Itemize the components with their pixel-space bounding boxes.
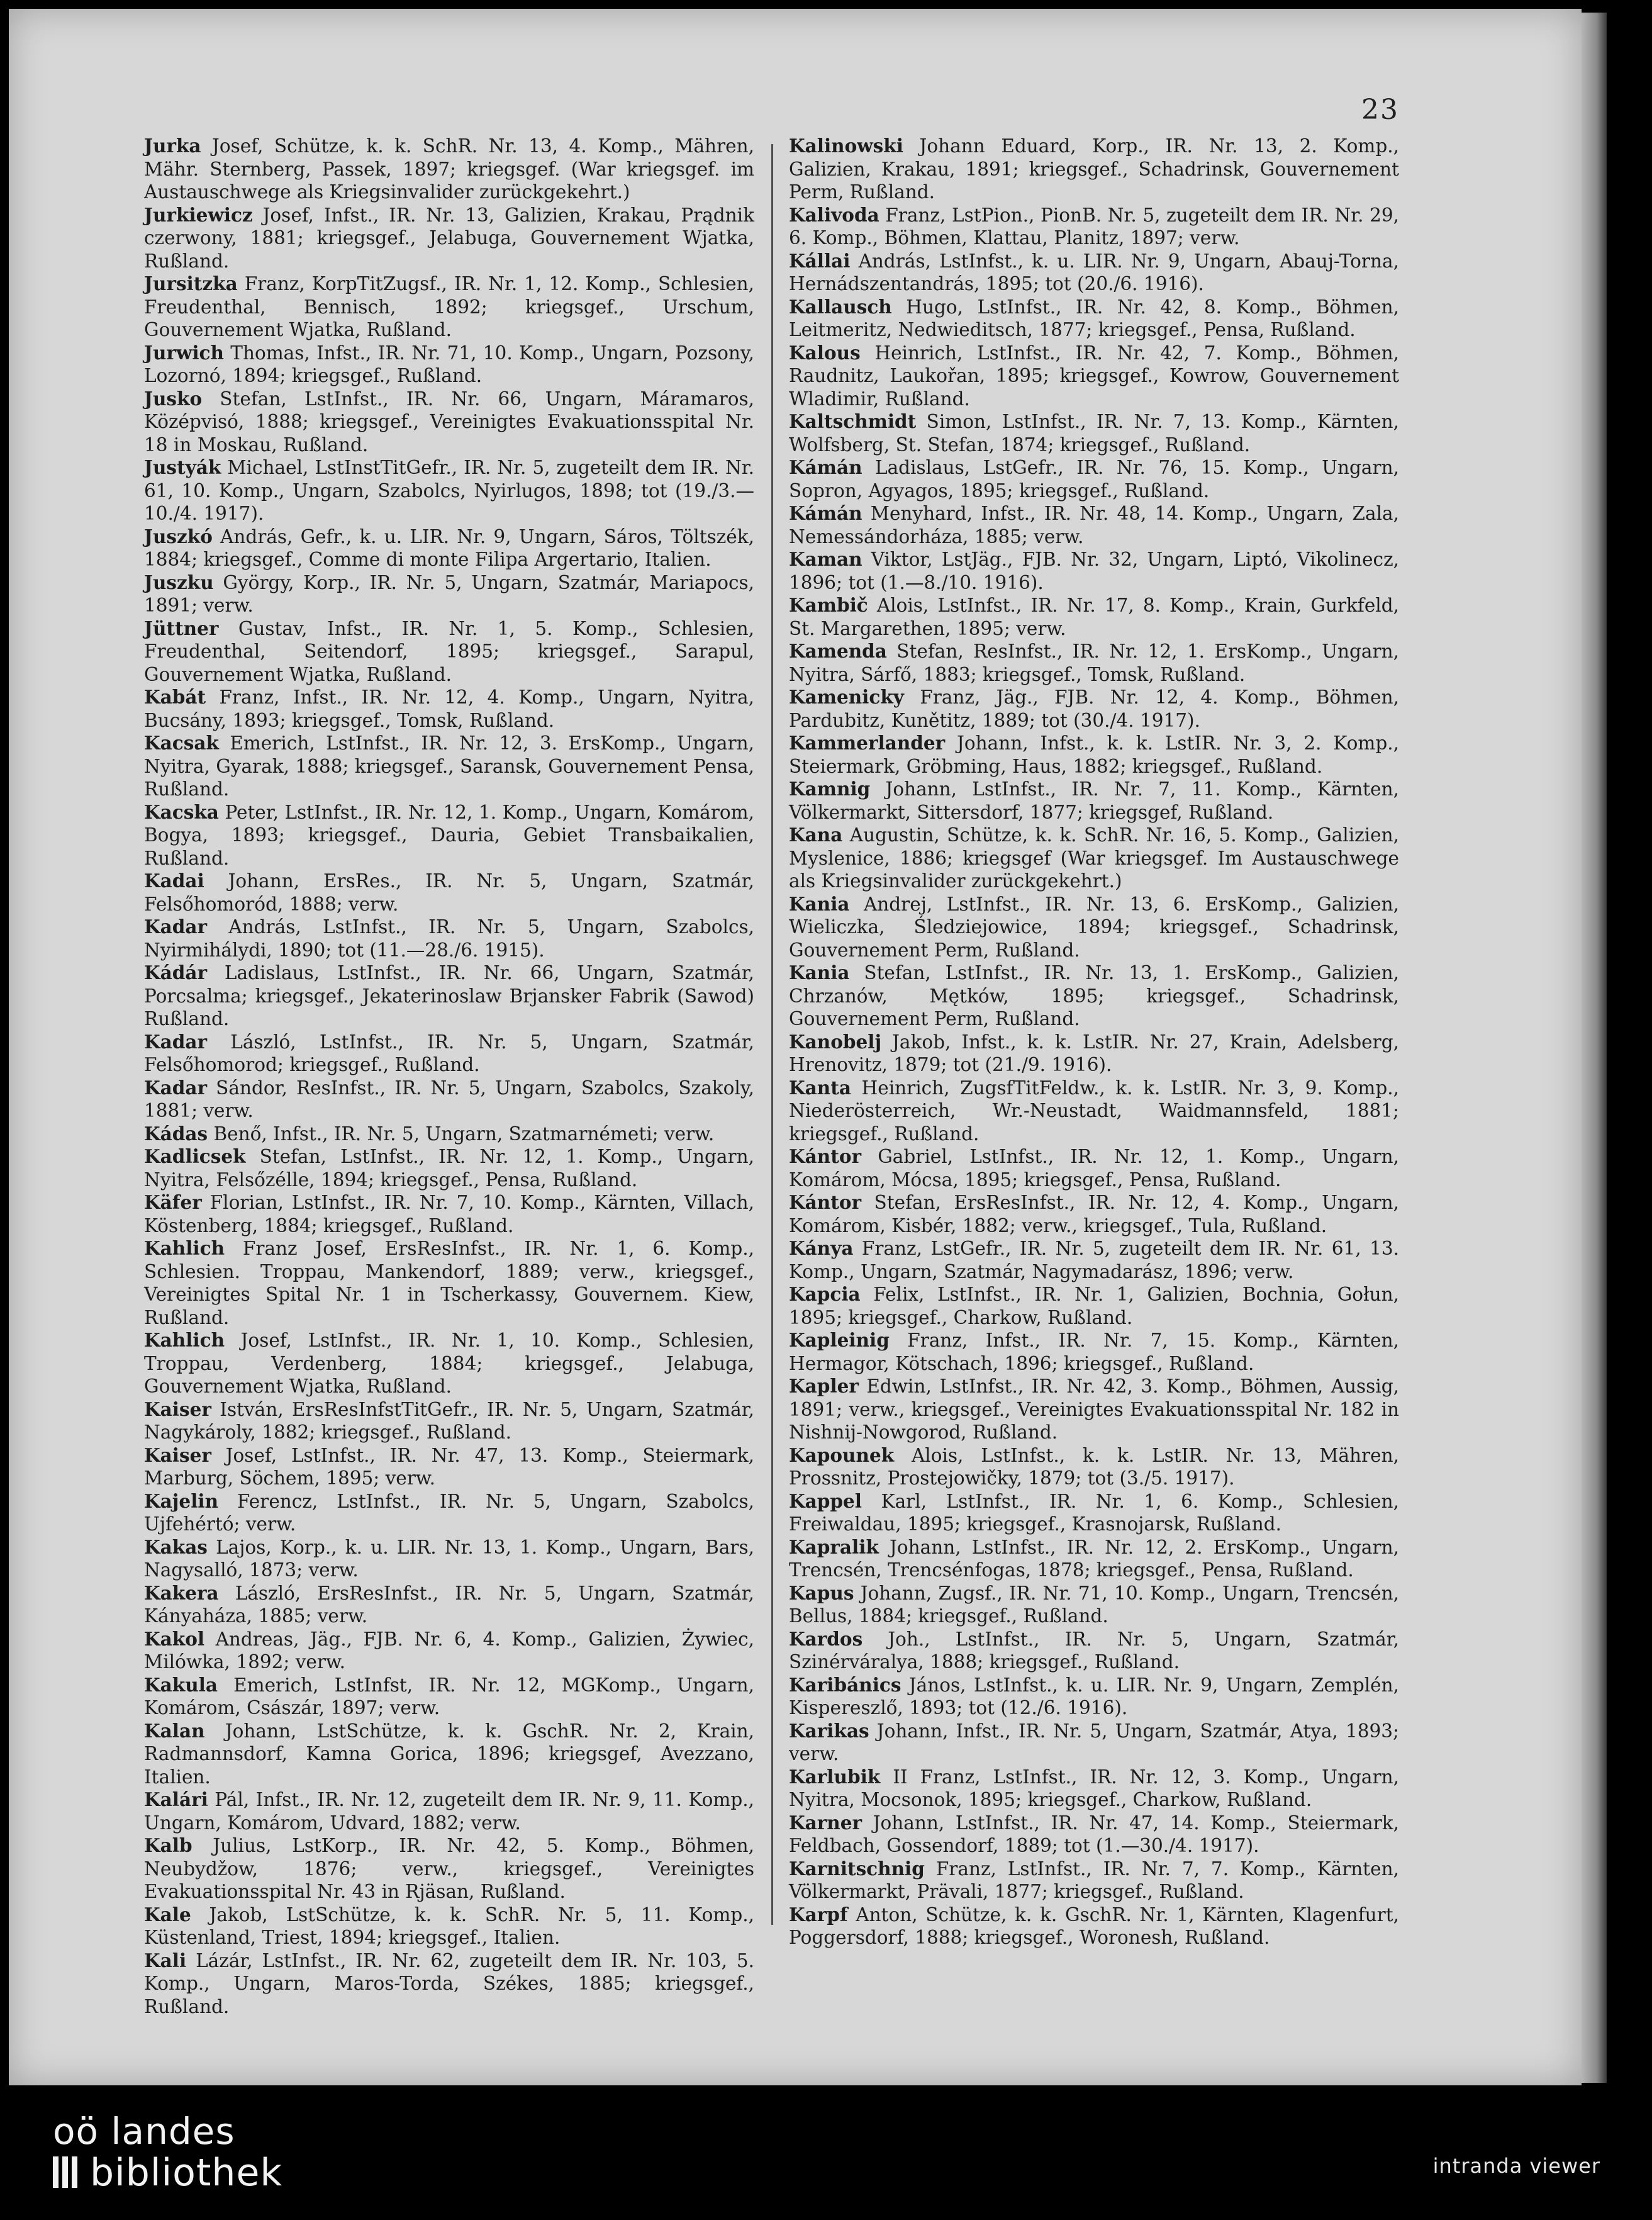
- register-entry: [789, 1283, 1399, 1329]
- register-entry: [144, 1903, 754, 1949]
- register-entry: [789, 1031, 1399, 1077]
- entry-surname: Karnitschnig: [789, 1857, 925, 1880]
- entry-surname: Kámán: [789, 456, 862, 478]
- entry-surname: Kalous: [789, 341, 861, 364]
- entry-surname: Kádas: [144, 1122, 208, 1145]
- entry-surname: Juszku: [144, 571, 214, 593]
- entry-surname: Kanta: [789, 1076, 851, 1099]
- entry-surname: Karpf: [789, 1903, 848, 1926]
- entry-details: Edwin, LstInfst., IR. Nr. 42, 3. Komp., Böhmen, Aussig, 1891; verw., kriegsgef., Vereinigtes Evakuationsspital Nr. 182 in Nishnij-Nowgorod, Rußland.: [789, 1376, 1399, 1443]
- entry-surname: Kacsak: [144, 732, 219, 754]
- register-entry: [789, 1329, 1399, 1375]
- register-entry: [144, 801, 754, 870]
- register-entry: [789, 1490, 1399, 1536]
- entry-surname: Karlubik: [789, 1765, 881, 1788]
- register-entry: [789, 1674, 1399, 1720]
- entry-details: Emerich, LstInfst., IR. Nr. 12, 3. ErsKomp., Ungarn, Nyitra, Gyarak, 1888; kriegsgef., Saransk, Gouvernement Pensa, Rußland.: [144, 732, 754, 800]
- entry-surname: Kambič: [789, 594, 868, 616]
- entry-details: Franz, KorpTitZugsf., IR. Nr. 1, 12. Komp., Schlesien, Freudenthal, Bennisch, 1892; kriegsgef., Urschum, Gouvernement Wjatka, Rußland.: [144, 273, 754, 340]
- register-entry: [144, 135, 754, 204]
- register-entry: [144, 1237, 754, 1329]
- entry-details: Stefan, LstInfst., IR. Nr. 66, Ungarn, Máramaros, Középvisó, 1888; kriegsgef., Vereinigtes Evakuationsspital Nr. 18 in Moskau, Rußland.: [144, 388, 754, 456]
- register-entry: [789, 732, 1399, 778]
- entry-details: Franz, Jäg., FJB. Nr. 12, 4. Komp., Böhmen, Pardubitz, Kunětitz, 1889; tot (30./4. 1917).: [789, 687, 1399, 731]
- register-entry: [144, 272, 754, 342]
- register-entry: [144, 1077, 754, 1123]
- register-entry: [789, 893, 1399, 962]
- register-entry: [789, 1858, 1399, 1903]
- register-entry: [789, 1536, 1399, 1582]
- entry-details: Florian, LstInfst., IR. Nr. 7, 10. Komp., Kärnten, Villach, Köstenberg, 1884; kriegsgef., Rußland.: [144, 1192, 754, 1236]
- register-entry: [144, 870, 754, 916]
- library-logo-top: oö landes: [53, 2110, 235, 2153]
- entry-details: Josef, Infst., IR. Nr. 13, Galizien, Krakau, Prądnik czerwony, 1881; kriegsgef., Jelabuga, Gouvernement Wjatka, Rußland.: [144, 204, 754, 272]
- entry-surname: Kadar: [144, 1030, 208, 1053]
- entry-details: Franz, LstInfst., IR. Nr. 7, 7. Komp., Kärnten, Völkermarkt, Prävali, 1877; kriegsgef., Rußland.: [789, 1858, 1399, 1902]
- entry-details: Stefan, ErsResInfst., IR. Nr. 12, 4. Komp., Ungarn, Komárom, Kisbér, 1882; verw., kriegsgef., Tula, Rußland.: [789, 1192, 1399, 1236]
- library-logo-bottom: [53, 2151, 282, 2195]
- entry-surname: Justyák: [144, 456, 221, 478]
- entry-surname: Kadar: [144, 916, 208, 938]
- register-entry: [144, 525, 754, 571]
- entry-surname: Kanobelj: [789, 1030, 882, 1053]
- entry-surname: Kakula: [144, 1673, 218, 1696]
- entry-details: Franz, Infst., IR. Nr. 12, 4. Komp., Ungarn, Nyitra, Bucsány, 1893; kriegsgef., Tomsk, Rußland.: [144, 687, 754, 731]
- register-entry: [144, 1582, 754, 1628]
- register-entry: [789, 594, 1399, 640]
- register-entry: [789, 961, 1399, 1031]
- entry-details: Franz, LstGefr., IR. Nr. 5, zugeteilt dem IR. Nr. 61, 13. Komp., Ungarn, Szatmár, Nagymadarász, 1896; verw.: [789, 1238, 1399, 1282]
- register-entry: [789, 1628, 1399, 1674]
- book-page: [9, 9, 1582, 2085]
- entry-surname: Jurwich: [144, 341, 224, 364]
- entry-surname: Kale: [144, 1903, 191, 1926]
- register-entry: [144, 1398, 754, 1444]
- entry-surname: Kádár: [144, 961, 208, 984]
- register-entry: [789, 1812, 1399, 1858]
- register-entry: [789, 686, 1399, 732]
- register-entry: [789, 250, 1399, 296]
- entry-details: Heinrich, ZugsfTitFeldw., k. k. LstIR. Nr. 3, 9. Komp., Niederösterreich, Wr.-Neustadt, Waidmannsfeld, 1881; kriegsgef., Rußland.: [789, 1077, 1399, 1145]
- register-entry: [144, 686, 754, 732]
- entry-surname: Kallausch: [789, 295, 892, 318]
- entry-surname: Kakas: [144, 1535, 208, 1558]
- entry-surname: Jusko: [144, 387, 203, 410]
- entry-details: Ferencz, LstInfst., IR. Nr. 5, Ungarn, Szabolcs, Ujfehértó; verw.: [144, 1490, 754, 1535]
- logo-bars-icon: [53, 2151, 81, 2195]
- entry-surname: Kahlich: [144, 1329, 225, 1351]
- entry-surname: Kalivoda: [789, 203, 879, 226]
- register-entry: [789, 204, 1399, 250]
- entry-surname: Kappel: [789, 1489, 862, 1512]
- entry-surname: Kámán: [789, 502, 862, 524]
- register-entry: [789, 778, 1399, 824]
- register-entry: [789, 1903, 1399, 1949]
- register-entry: [144, 571, 754, 617]
- register-entry: [789, 1766, 1399, 1812]
- entry-details: Michael, LstInstTitGefr., IR. Nr. 5, zugeteilt dem IR. Nr. 61, 10. Komp., Ungarn, Szabolcs, Nyirlugos, 1898; tot (19./3.—10./4. 1917).: [144, 457, 754, 524]
- entry-surname: Kapler: [789, 1375, 859, 1397]
- register-entry: [789, 824, 1399, 893]
- register-entry: [789, 1191, 1399, 1237]
- viewer-label: intranda viewer: [1432, 2154, 1600, 2178]
- entry-surname: Kaman: [789, 548, 862, 570]
- register-entry: [789, 1720, 1399, 1766]
- register-entry: [789, 135, 1399, 204]
- register-entry: [789, 410, 1399, 456]
- register-entry: [144, 456, 754, 525]
- register-entry: [144, 1329, 754, 1398]
- register-entry: [789, 1444, 1399, 1490]
- entry-details: Franz, LstPion., PionB. Nr. 5, zugeteilt dem IR. Nr. 29, 6. Komp., Böhmen, Klattau, Planitz, 1897; verw.: [789, 204, 1399, 249]
- register-entry: [144, 1949, 754, 2019]
- entry-surname: Kamnig: [789, 778, 871, 800]
- register-entry: [144, 617, 754, 687]
- entry-details: Lajos, Korp., k. u. LIR. Nr. 13, 1. Komp., Ungarn, Bars, Nagysalló, 1873; verw.: [144, 1536, 754, 1581]
- entry-surname: Kabát: [144, 686, 206, 708]
- entry-details: Johann, LstSchütze, k. k. GschR. Nr. 2, Krain, Radmannsdorf, Kamna Gorica, 1896; kriegsgef, Avezzano, Italien.: [144, 1720, 754, 1788]
- entry-details: Felix, LstInfst., IR. Nr. 1, Galizien, Bochnia, Gołun, 1895; kriegsgef., Charkow, Rußland.: [789, 1284, 1399, 1328]
- entry-details: II Franz, LstInfst., IR. Nr. 12, 3. Komp., Ungarn, Nyitra, Mocsonok, 1895; kriegsgef., Charkow, Rußland.: [789, 1766, 1399, 1810]
- entry-details: Andreas, Jäg., FJB. Nr. 6, 4. Komp., Galizien, Żywiec, Milówka, 1892; verw.: [144, 1628, 754, 1673]
- column-divider: [771, 144, 773, 1925]
- entry-surname: Kállai: [789, 249, 851, 272]
- entry-surname: Kánya: [789, 1237, 854, 1259]
- entry-details: Menyhard, Infst., IR. Nr. 48, 14. Komp., Ungarn, Zala, Nemessándorháza, 1885; verw.: [789, 503, 1399, 547]
- entry-details: Josef, LstInfst., IR. Nr. 47, 13. Komp., Steiermark, Marburg, Söchem, 1895; verw.: [144, 1444, 754, 1489]
- entry-details: Alois, LstInfst., IR. Nr. 17, 8. Komp., Krain, Gurkfeld, St. Margarethen, 1895; verw.: [789, 595, 1399, 639]
- entry-surname: Kalan: [144, 1719, 205, 1742]
- register-entry: [789, 1582, 1399, 1628]
- entry-surname: Juszkó: [144, 525, 213, 547]
- entry-details: Augustin, Schütze, k. k. SchR. Nr. 16, 5. Komp., Galizien, Myslenice, 1886; kriegsgef (War kriegsgef. Im Austauschwege als Kriegsinvalider zurückgekehrt.): [789, 824, 1399, 892]
- page-edge: [1582, 13, 1607, 2083]
- entry-surname: Kapcia: [789, 1283, 861, 1305]
- entry-details: István, ErsResInfstTitGefr., IR. Nr. 5, Ungarn, Szatmár, Nagykároly, 1882; kriegsgef., Rußland.: [144, 1398, 754, 1443]
- entry-details: Joh., LstInfst., IR. Nr. 5, Ungarn, Szatmár, Szinérváralya, 1888; kriegsgef., Rußland.: [789, 1628, 1399, 1673]
- entry-surname: Kakera: [144, 1581, 219, 1604]
- entry-details: Hugo, LstInfst., IR. Nr. 42, 8. Komp., Böhmen, Leitmeritz, Nedwieditsch, 1877; kriegsgef., Pensa, Rußland.: [789, 296, 1399, 340]
- register-entry: [144, 1536, 754, 1582]
- entry-details: Heinrich, LstInfst., IR. Nr. 42, 7. Komp., Böhmen, Raudnitz, Laukořan, 1895; kriegsgef., Kowrow, Gouvernement Wladimir, Rußland.: [789, 342, 1399, 410]
- entry-details: Sándor, ResInfst., IR. Nr. 5, Ungarn, Szabolcs, Szakoly, 1881; verw.: [144, 1077, 754, 1121]
- entry-surname: Kammerlander: [789, 732, 946, 754]
- register-entry: [789, 456, 1399, 502]
- entry-surname: Kania: [789, 961, 850, 984]
- register-entry: [789, 502, 1399, 548]
- entry-surname: Kana: [789, 824, 843, 846]
- register-entry: [144, 1490, 754, 1536]
- entry-details: Franz Josef, ErsResInfst., IR. Nr. 1, 6. Komp., Schlesien. Troppau, Mankendorf, 1889; verw., kriegsgef., Vereinigtes Spital Nr. 1 in Tscherkassy, Gouvernem. Kiew, Rußland.: [144, 1238, 754, 1328]
- entry-details: László, LstInfst., IR. Nr. 5, Ungarn, Szatmár, Felsőhomorod; kriegsgef., Rußland.: [144, 1031, 754, 1075]
- register-entry: [144, 1834, 754, 1903]
- entry-details: Karl, LstInfst., IR. Nr. 1, 6. Komp., Schlesien, Freiwaldau, 1895; kriegsgef., Krasnojarsk, Rußland.: [789, 1490, 1399, 1535]
- entry-details: Johann, Infst., k. k. LstIR. Nr. 3, 2. Komp., Steiermark, Gröbming, Haus, 1882; kriegsgef., Rußland.: [789, 732, 1399, 777]
- register-entry: [144, 732, 754, 801]
- entry-details: Stefan, LstInfst., IR. Nr. 12, 1. Komp., Ungarn, Nyitra, Felsőzélle, 1894; kriegsgef., Pensa, Rußland.: [144, 1146, 754, 1191]
- entry-details: Johann, LstInfst., IR. Nr. 12, 2. ErsKomp., Ungarn, Trencsén, Trencsénfogas, 1878; kriegsgef., Pensa, Rußland.: [789, 1536, 1399, 1581]
- register-entry: [144, 1191, 754, 1237]
- entry-surname: Kaiser: [144, 1398, 211, 1420]
- entry-details: Josef, Schütze, k. k. SchR. Nr. 13, 4. Komp., Mähren, Mähr. Sternberg, Passek, 1897; kriegsgef. (War kriegsgef. im Austauschwege als Kriegsinvalider zurückgekehrt.): [144, 135, 754, 203]
- register-entry: [789, 342, 1399, 411]
- entry-details: Viktor, LstJäg., FJB. Nr. 32, Ungarn, Liptó, Vikolinecz, 1896; tot (1.—8./10. 1916).: [789, 549, 1399, 593]
- register-entry: [144, 1674, 754, 1720]
- entry-details: Johann, LstInfst., IR. Nr. 47, 14. Komp., Steiermark, Feldbach, Gossendorf, 1889; tot (1.—30./4. 1917).: [789, 1812, 1399, 1856]
- entry-surname: Karibánics: [789, 1673, 901, 1696]
- entry-details: Benő, Infst., IR. Nr. 5, Ungarn, Szatmarnémeti; verw.: [208, 1123, 715, 1145]
- entry-details: Franz, Infst., IR. Nr. 7, 15. Komp., Kärnten, Hermagor, Kötschach, 1896; kriegsgef., Rußland.: [789, 1330, 1399, 1374]
- register-entry: [144, 388, 754, 457]
- entry-details: Johann, ErsRes., IR. Nr. 5, Ungarn, Szatmár, Felsőhomoród, 1888; verw.: [144, 870, 754, 915]
- entry-details: András, Gefr., k. u. LIR. Nr. 9, Ungarn, Sáros, Töltszék, 1884; kriegsgef., Comme di monte Filipa Argertario, Italien.: [144, 525, 754, 570]
- entry-surname: Jurka: [144, 135, 201, 157]
- register-entry: [144, 1788, 754, 1834]
- register-entry: [789, 548, 1399, 594]
- entry-details: Julius, LstKorp., IR. Nr. 42, 5. Komp., Böhmen, Neubydžow, 1876; verw., kriegsgef., Vereinigtes Evakuationsspital Nr. 43 in Rjäsan, Rußland.: [144, 1835, 754, 1902]
- entry-details: László, ErsResInfst., IR. Nr. 5, Ungarn, Szatmár, Kányaháza, 1885; verw.: [144, 1582, 754, 1627]
- entry-details: András, LstInfst., k. u. LIR. Nr. 9, Ungarn, Abauj-Torna, Hernádszentandrás, 1895; tot (20./6. 1916).: [789, 250, 1399, 294]
- left-column: [144, 135, 754, 2018]
- entry-surname: Kapounek: [789, 1444, 895, 1466]
- entry-details: Andrej, LstInfst., IR. Nr. 13, 6. ErsKomp., Galizien, Wieliczka, Śledziejowice, 1894; kriegsgef., Schadrinsk, Gouvernement Perm, Rußland.: [789, 893, 1399, 961]
- entry-surname: Kadlicsek: [144, 1145, 246, 1167]
- viewer-footer: [0, 2085, 1652, 2220]
- entry-surname: Kacska: [144, 800, 219, 823]
- entry-surname: Kali: [144, 1949, 187, 1971]
- right-column: [789, 135, 1399, 1949]
- register-entry: [144, 204, 754, 273]
- register-entry: [789, 296, 1399, 342]
- entry-surname: Karikas: [789, 1719, 869, 1742]
- entry-surname: Kalári: [144, 1788, 208, 1810]
- entry-details: Ladislaus, LstGefr., IR. Nr. 76, 15. Komp., Ungarn, Sopron, Agyagos, 1895; kriegsgef., Rußland.: [789, 457, 1399, 502]
- entry-surname: Kadai: [144, 870, 204, 892]
- register-entry: [789, 640, 1399, 686]
- entry-details: Gustav, Infst., IR. Nr. 1, 5. Komp., Schlesien, Freudenthal, Seitendorf, 1895; kriegsgef., Sarapul, Gouvernement Wjatka, Rußland.: [144, 617, 754, 685]
- entry-details: Emerich, LstInfst, IR. Nr. 12, MGKomp., Ungarn, Komárom, Császár, 1897; verw.: [144, 1674, 754, 1718]
- entry-details: Johann Eduard, Korp., IR. Nr. 13, 2. Komp., Galizien, Krakau, 1891; kriegsgef., Schadrinsk, Gouvernement Perm, Rußland.: [789, 135, 1399, 203]
- register-entry: [789, 1145, 1399, 1191]
- register-entry: [144, 1444, 754, 1490]
- entry-details: Peter, LstInfst., IR. Nr. 12, 1. Komp., Ungarn, Komárom, Bogya, 1893; kriegsgef., Dauria, Gebiet Transbaikalien, Rußland.: [144, 801, 754, 869]
- entry-surname: Jurkiewicz: [144, 203, 253, 226]
- entry-details: János, LstInfst., k. u. LIR. Nr. 9, Ungarn, Zemplén, Kispereszlő, 1893; tot (12./6. 1916).: [789, 1674, 1399, 1718]
- entry-surname: Kamenda: [789, 640, 887, 662]
- entry-details: Thomas, Infst., IR. Nr. 71, 10. Komp., Ungarn, Pozsony, Lozornó, 1894; kriegsgef., Rußland.: [144, 342, 754, 386]
- entry-details: Simon, LstInfst., IR. Nr. 7, 13. Komp., Kärnten, Wolfsberg, St. Stefan, 1874; kriegsgef., Rußland.: [789, 411, 1399, 456]
- register-entry: [144, 1628, 754, 1674]
- entry-surname: Kapleinig: [789, 1329, 890, 1351]
- entry-surname: Kania: [789, 892, 850, 915]
- entry-surname: Jüttner: [144, 617, 219, 639]
- register-entry: [144, 1123, 754, 1146]
- entry-surname: Kardos: [789, 1627, 863, 1650]
- entry-details: Lázár, LstInfst., IR. Nr. 62, zugeteilt dem IR. Nr. 103, 5. Komp., Ungarn, Maros-Torda, Székes, 1885; kriegsgef., Rußland.: [144, 1949, 754, 2017]
- library-logo-text: bibliothek: [90, 2151, 283, 2195]
- entry-details: Pál, Infst., IR. Nr. 12, zugeteilt dem IR. Nr. 9, 11. Komp., Ungarn, Komárom, Udvard, 1882; verw.: [144, 1789, 754, 1834]
- entry-surname: Kadar: [144, 1076, 208, 1099]
- entry-surname: Kalinowski: [789, 135, 903, 157]
- register-entry: [789, 1077, 1399, 1146]
- entry-details: Josef, LstInfst., IR. Nr. 1, 10. Komp., Schlesien, Troppau, Verdenberg, 1884; kriegsgef., Jelabuga, Gouvernement Wjatka, Rußland.: [144, 1330, 754, 1397]
- entry-surname: Kakol: [144, 1627, 205, 1650]
- register-entry: [144, 916, 754, 961]
- entry-details: Stefan, LstInfst., IR. Nr. 13, 1. ErsKomp., Galizien, Chrzanów, Mętków, 1895; kriegsgef., Schadrinsk, Gouvernement Perm, Rußland.: [789, 962, 1399, 1029]
- entry-surname: Kajelin: [144, 1489, 219, 1512]
- entry-surname: Jursitzka: [144, 272, 238, 294]
- entry-details: Johann, Zugsf., IR. Nr. 71, 10. Komp., Ungarn, Trencsén, Bellus, 1884; kriegsgef., Rußland.: [789, 1582, 1399, 1627]
- register-entry: [144, 1031, 754, 1077]
- entry-details: Jakob, LstSchütze, k. k. SchR. Nr. 5, 11. Komp., Küstenland, Triest, 1894; kriegsgef., Italien.: [144, 1903, 754, 1948]
- entry-details: Gabriel, LstInfst., IR. Nr. 12, 1. Komp., Ungarn, Komárom, Mócsa, 1895; kriegsgef., Pensa, Rußland.: [789, 1146, 1399, 1191]
- page-number: 23: [1361, 94, 1399, 126]
- entry-surname: Kapralik: [789, 1535, 879, 1558]
- entry-surname: Kántor: [789, 1191, 862, 1213]
- entry-surname: Kapus: [789, 1581, 854, 1604]
- entry-surname: Kaltschmidt: [789, 410, 917, 432]
- entry-details: György, Korp., IR. Nr. 5, Ungarn, Szatmár, Mariapocs, 1891; verw.: [144, 571, 754, 616]
- entry-details: Stefan, ResInfst., IR. Nr. 12, 1. ErsKomp., Ungarn, Nyitra, Sárfő, 1883; kriegsgef., Tomsk, Rußland.: [789, 641, 1399, 685]
- entry-surname: Kalb: [144, 1834, 193, 1856]
- register-entry: [144, 961, 754, 1031]
- entry-details: Alois, LstInfst., k. k. LstIR. Nr. 13, Mähren, Prossnitz, Prostejowičky, 1879; tot (3./5. 1917).: [789, 1444, 1399, 1489]
- entry-details: Jakob, Infst., k. k. LstIR. Nr. 27, Krain, Adelsberg, Hrenovitz, 1879; tot (21./9. 1916).: [789, 1031, 1399, 1075]
- entry-details: Johann, LstInfst., IR. Nr. 7, 11. Komp., Kärnten, Völkermarkt, Sittersdorf, 1877; kriegsgef, Rußland.: [789, 778, 1399, 823]
- entry-surname: Kántor: [789, 1145, 862, 1167]
- register-entry: [789, 1237, 1399, 1283]
- entry-surname: Karner: [789, 1811, 862, 1834]
- register-entry: [144, 1145, 754, 1191]
- entry-surname: Kahlich: [144, 1237, 225, 1259]
- register-entry: [144, 342, 754, 388]
- entry-details: Johann, Infst., IR. Nr. 5, Ungarn, Szatmár, Atya, 1893; verw.: [789, 1720, 1399, 1764]
- entry-details: Anton, Schütze, k. k. GschR. Nr. 1, Kärnten, Klagenfurt, Poggersdorf, 1888; kriegsgef., Woronesh, Rußland.: [789, 1903, 1399, 1948]
- register-entry: [144, 1720, 754, 1789]
- entry-surname: Käfer: [144, 1191, 202, 1213]
- entry-details: Ladislaus, LstInfst., IR. Nr. 66, Ungarn, Szatmár, Porcsalma; kriegsgef., Jekaterinoslaw Brjansker Fabrik (Sawod) Rußland.: [144, 962, 754, 1029]
- entry-surname: Kamenicky: [789, 686, 904, 708]
- register-entry: [789, 1375, 1399, 1444]
- entry-surname: Kaiser: [144, 1444, 211, 1466]
- entry-details: András, LstInfst., IR. Nr. 5, Ungarn, Szabolcs, Nyirmihálydi, 1890; tot (11.—28./6. 1915).: [144, 916, 754, 961]
